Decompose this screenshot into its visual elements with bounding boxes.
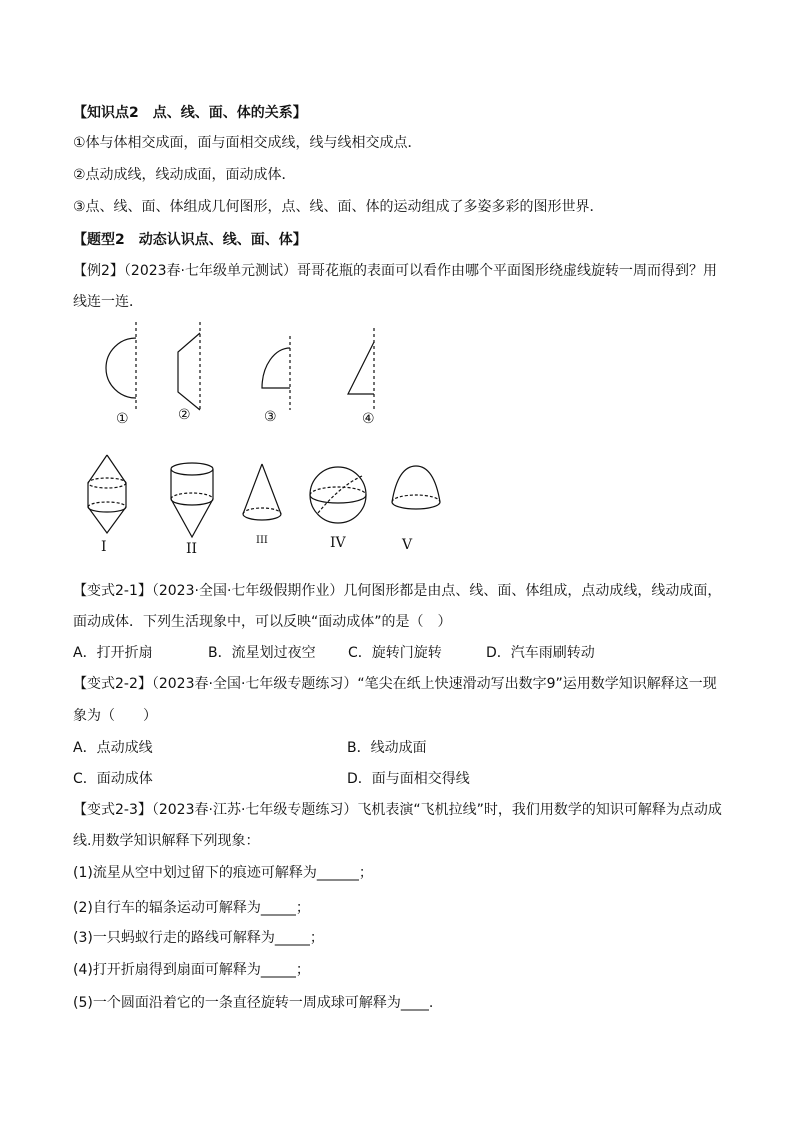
v23-item-5: (5)一个圆面沿着它的一条直径旋转一周成球可解释为____. xyxy=(73,995,434,1011)
v22-option-d[interactable]: D．面与面相交得线 xyxy=(347,771,470,787)
solid-figure-1 xyxy=(88,455,126,533)
v21-option-d[interactable]: D．汽车雨刷转动 xyxy=(486,645,595,661)
v23-question-line2: 线.用数学知识解释下列现象： xyxy=(73,833,260,849)
v21-option-a[interactable]: A．打开折扇 xyxy=(73,645,153,661)
plane-label-4: ④ xyxy=(362,411,375,427)
solid-label-2: II xyxy=(186,541,198,557)
knowledge-item-3: ③点、线、面、体组成几何图形，点、线、面、体的运动组成了多姿多彩的图形世界． xyxy=(73,199,604,215)
solid-figure-2 xyxy=(171,463,213,537)
v23-item-1: (1)流星从空中划过留下的痕迹可解释为______； xyxy=(73,865,373,881)
example-question-line1: 【例2】（2023春·七年级单元测试）哥哥花瓶的表面可以看作由哪个平面图形绕虚线旋转一周而得到？用 xyxy=(73,263,717,279)
v21-question-line2: 面动成体．下列生活现象中，可以反映“面动成体”的是（ ） xyxy=(73,614,452,630)
solid-label-3: III xyxy=(256,535,268,546)
plane-label-2: ② xyxy=(178,407,191,423)
topic-heading: 【题型2 动态认识点、线、面、体】 xyxy=(73,232,307,248)
plane-label-1: ① xyxy=(116,411,129,427)
solid-figure-5 xyxy=(392,466,440,509)
v22-option-a[interactable]: A．点动成线 xyxy=(73,740,153,756)
solid-figure-3 xyxy=(243,464,281,520)
knowledge-item-2: ②点动成线，线动成面，面动成体． xyxy=(73,167,296,183)
v22-option-c[interactable]: C．面动成体 xyxy=(73,771,153,787)
v21-option-b[interactable]: B．流星划过夜空 xyxy=(208,645,316,661)
solid-label-5: V xyxy=(402,537,413,553)
plane-figure-3 xyxy=(262,336,290,410)
v21-option-c[interactable]: C．旋转门旋转 xyxy=(348,645,442,661)
knowledge-item-1: ①体与体相交成面，面与面相交成线，线与线相交成点． xyxy=(73,135,422,151)
example-question-line2: 线连一连． xyxy=(73,294,143,310)
plane-figure-2 xyxy=(178,322,200,412)
plane-label-3: ③ xyxy=(264,409,277,425)
v23-item-3: (3)一只蚂蚁行走的路线可解释为_____； xyxy=(73,930,324,946)
plane-figure-1 xyxy=(106,322,136,412)
v22-option-b[interactable]: B．线动成面 xyxy=(347,740,427,756)
v22-question-line1: 【变式2-2】（2023春·全国·七年级专题练习）“笔尖在纸上快速滑动写出数字9”运用数学知识解释这一现 xyxy=(73,676,717,692)
v23-question-line1: 【变式2-3】（2023春·江苏·七年级专题练习）飞机表演“飞机拉线”时，我们用数学的知识可解释为点动成 xyxy=(73,802,722,818)
v23-item-2: (2)自行车的辐条运动可解释为_____； xyxy=(73,900,310,916)
solid-label-4: IV xyxy=(330,535,346,551)
plane-figure-4 xyxy=(348,328,374,412)
solid-label-1: I xyxy=(101,539,107,555)
v23-item-4: (4)打开折扇得到扇面可解释为_____； xyxy=(73,962,310,978)
solid-figure-4 xyxy=(310,467,366,523)
v22-question-line2: 象为（ ） xyxy=(73,708,157,724)
knowledge-heading: 【知识点2 点、线、面、体的关系】 xyxy=(73,105,307,121)
v21-question-line1: 【变式2-1】（2023·全国·七年级假期作业）几何图形都是由点、线、面、体组成，点动成线，线动成面， xyxy=(73,583,722,599)
